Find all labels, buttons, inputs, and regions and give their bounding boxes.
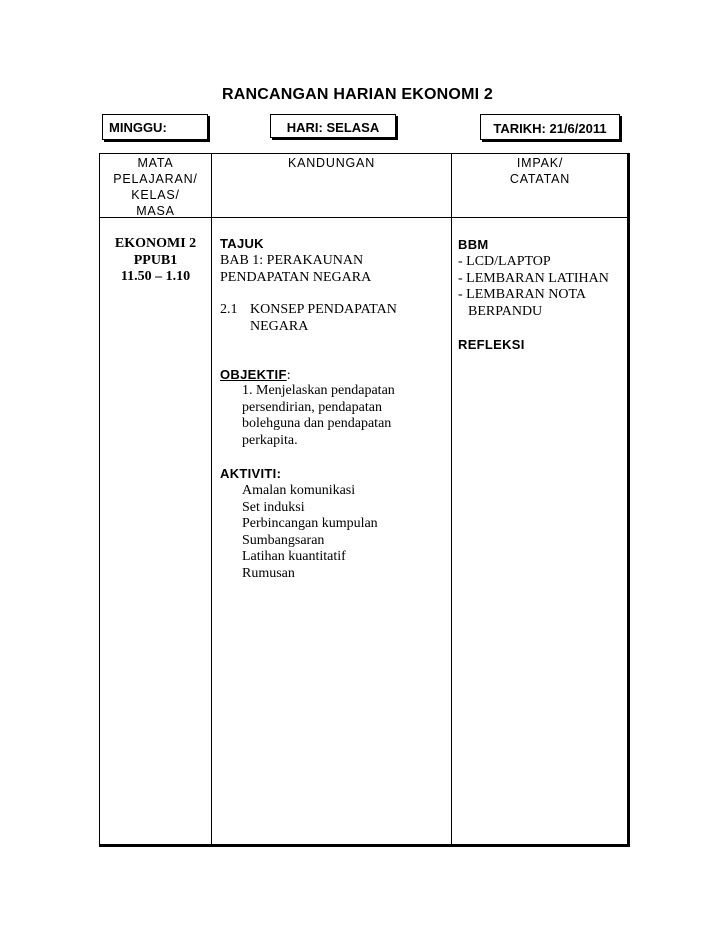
subtopic-number: 2.1 — [220, 302, 238, 317]
minggu-label: MINGGU: — [109, 120, 167, 135]
list-item: Set induksi — [242, 499, 305, 515]
table-shadow-right — [628, 153, 630, 847]
column-header-mata-pelajaran: MATA PELAJARAN/ KELAS/ MASA — [113, 156, 198, 218]
objektif-label: OBJEKTIF — [220, 367, 287, 382]
minggu-box-shadow — [208, 116, 210, 142]
hari-box-shadow-bottom — [272, 138, 398, 140]
objektif-heading: OBJEKTIF: — [220, 367, 291, 383]
column-divider-1 — [211, 153, 212, 845]
list-item: BERPANDU — [468, 303, 543, 319]
hari-box — [270, 114, 396, 138]
tarikh-box-shadow-bottom — [482, 140, 622, 142]
tarikh-box-shadow — [620, 116, 622, 142]
aktiviti-list — [242, 483, 378, 582]
column-divider-2 — [451, 153, 452, 845]
list-item: Amalan komunikasi — [242, 483, 356, 498]
objektif-text: 1. Menjelaskan pendapatan persendirian, pendapatan bolehguna dan pendapatan perkapita. — [242, 383, 395, 448]
list-item: - LCD/LAPTOP — [458, 254, 551, 269]
tajuk-text: BAB 1: PERAKAUNAN PENDAPATAN NEGARA — [220, 253, 372, 285]
list-item: Rumusan — [242, 565, 295, 581]
table-shadow-bottom — [99, 845, 630, 847]
subtopic-text: KONSEP PENDAPATAN NEGARA — [250, 302, 397, 334]
minggu-box-shadow-bottom — [104, 140, 210, 142]
aktiviti-label: AKTIVITI: — [220, 466, 282, 481]
minggu-box — [102, 114, 208, 140]
tarikh-box — [480, 114, 620, 140]
list-item: - LEMBARAN LATIHAN — [458, 270, 609, 286]
hari-label: HARI: SELASA — [286, 120, 380, 135]
tajuk-label: TAJUK — [220, 236, 264, 251]
bbm-label: BBM — [458, 237, 489, 252]
column-header-impak-catatan: IMPAK/ CATATAN — [509, 156, 571, 186]
hari-box-shadow — [396, 116, 398, 140]
page-title: RANCANGAN HARIAN EKONOMI 2 — [222, 86, 493, 103]
column-header-kandungan: KANDUNGAN — [287, 156, 376, 170]
list-item: Perbincangan kumpulan — [242, 516, 378, 531]
list-item: Latihan kuantitatif — [242, 549, 346, 564]
refleksi-label: REFLEKSI — [458, 337, 525, 352]
class-info: EKONOMI 2 PPUB1 11.50 – 1.10 — [114, 236, 197, 284]
list-item: Sumbangsaran — [242, 532, 325, 548]
tarikh-label: TARIKH: 21/6/2011 — [493, 121, 607, 136]
list-item: - LEMBARAN NOTA — [458, 287, 586, 302]
bbm-list — [458, 254, 609, 320]
